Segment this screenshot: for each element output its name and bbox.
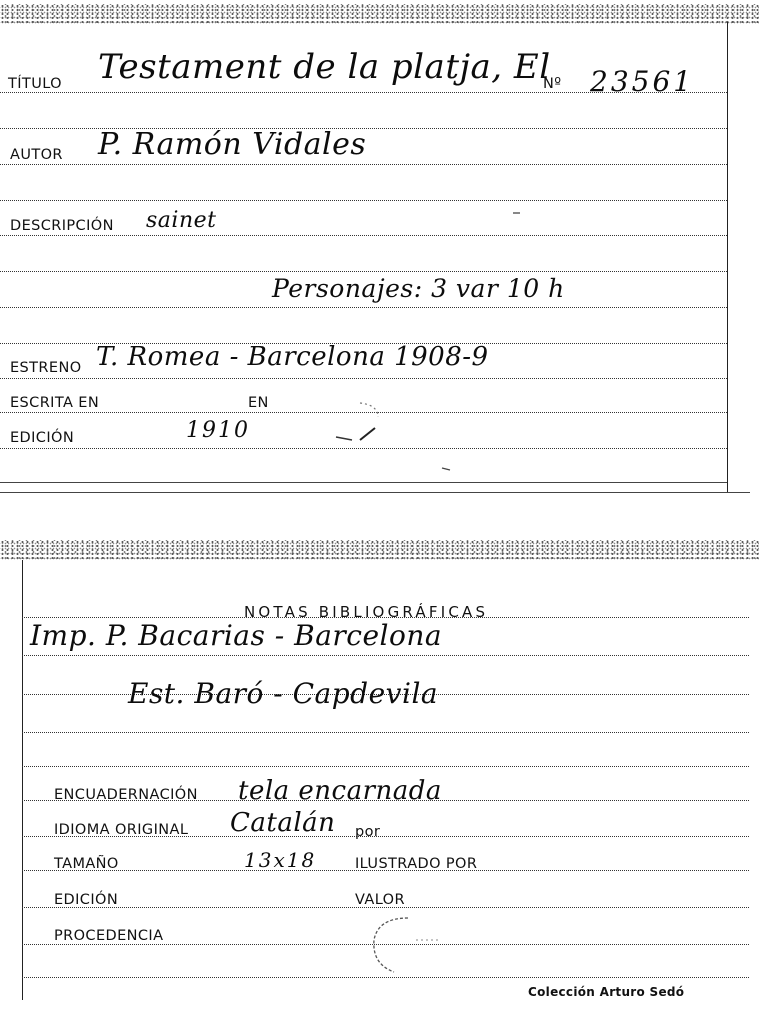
notas-heading: NOTAS BIBLIOGRÁFICAS bbox=[244, 603, 489, 621]
edicion-value: 1910 bbox=[186, 418, 250, 443]
ruled-line bbox=[22, 655, 749, 656]
tamano-label: TAMAÑO bbox=[54, 856, 119, 872]
collection-credit: Colección Arturo Sedó bbox=[528, 985, 685, 999]
titulo-label: TÍTULO bbox=[8, 76, 62, 92]
edicion-label: EDICIÓN bbox=[10, 430, 75, 446]
ruled-line bbox=[22, 732, 749, 733]
autor-value: P. Ramón Vidales bbox=[98, 127, 367, 162]
autor-label: AUTOR bbox=[10, 147, 63, 163]
ilustrado-label: ILUSTRADO POR bbox=[355, 856, 478, 872]
en-label: EN bbox=[248, 395, 269, 411]
descripcion-label: DESCRIPCIÓN bbox=[10, 218, 114, 234]
escrita-en-label: ESCRITA EN bbox=[10, 395, 100, 411]
titulo-value: Testament de la platja, El bbox=[98, 47, 551, 87]
valor-label: VALOR bbox=[355, 892, 405, 908]
procedencia-label: PROCEDENCIA bbox=[54, 928, 164, 944]
catalog-card-top bbox=[0, 0, 759, 492]
numero-value: 23561 bbox=[590, 65, 695, 98]
catalog-card-bottom bbox=[0, 540, 759, 1028]
encuadernacion-label: ENCUADERNACIÓN bbox=[54, 787, 198, 803]
por-label: por bbox=[355, 824, 381, 840]
descripcion-value: sainet bbox=[146, 208, 217, 233]
pencil-circle-mark bbox=[360, 912, 440, 982]
idioma-label: IDIOMA ORIGINAL bbox=[54, 822, 189, 838]
card-bottom-edge-texture bbox=[0, 540, 759, 560]
ruled-line bbox=[0, 271, 727, 272]
ruled-line bbox=[0, 378, 727, 379]
ruled-line bbox=[0, 307, 727, 308]
ruled-line bbox=[0, 200, 727, 201]
encuadernacion-value: tela encarnada bbox=[238, 776, 442, 806]
estreno-value: T. Romea - Barcelona 1908-9 bbox=[96, 342, 489, 372]
numero-label: Nº bbox=[543, 76, 562, 92]
ruled-line bbox=[22, 766, 749, 767]
note-line-1: Imp. P. Bacarias - Barcelona bbox=[30, 619, 443, 652]
ruled-line bbox=[0, 164, 727, 165]
personajes-value: Personajes: 3 var 10 h bbox=[272, 274, 565, 303]
idioma-value: Catalán bbox=[230, 808, 336, 838]
note-line-2: Est. Baró - Capdevila bbox=[128, 677, 439, 710]
stray-mark bbox=[440, 466, 454, 472]
ruled-line bbox=[0, 235, 727, 236]
card-top-edge-texture bbox=[0, 4, 759, 24]
ruled-line bbox=[0, 482, 727, 483]
edicion-label-bottom: EDICIÓN bbox=[54, 892, 119, 908]
card-separator bbox=[0, 492, 750, 493]
stray-mark bbox=[512, 210, 522, 216]
pencil-scribble bbox=[330, 395, 390, 450]
estreno-label: ESTRENO bbox=[10, 360, 82, 376]
card-top-right-edge bbox=[727, 22, 728, 492]
card-bottom-left-edge bbox=[22, 560, 23, 1000]
tamano-value: 13x18 bbox=[244, 848, 317, 872]
